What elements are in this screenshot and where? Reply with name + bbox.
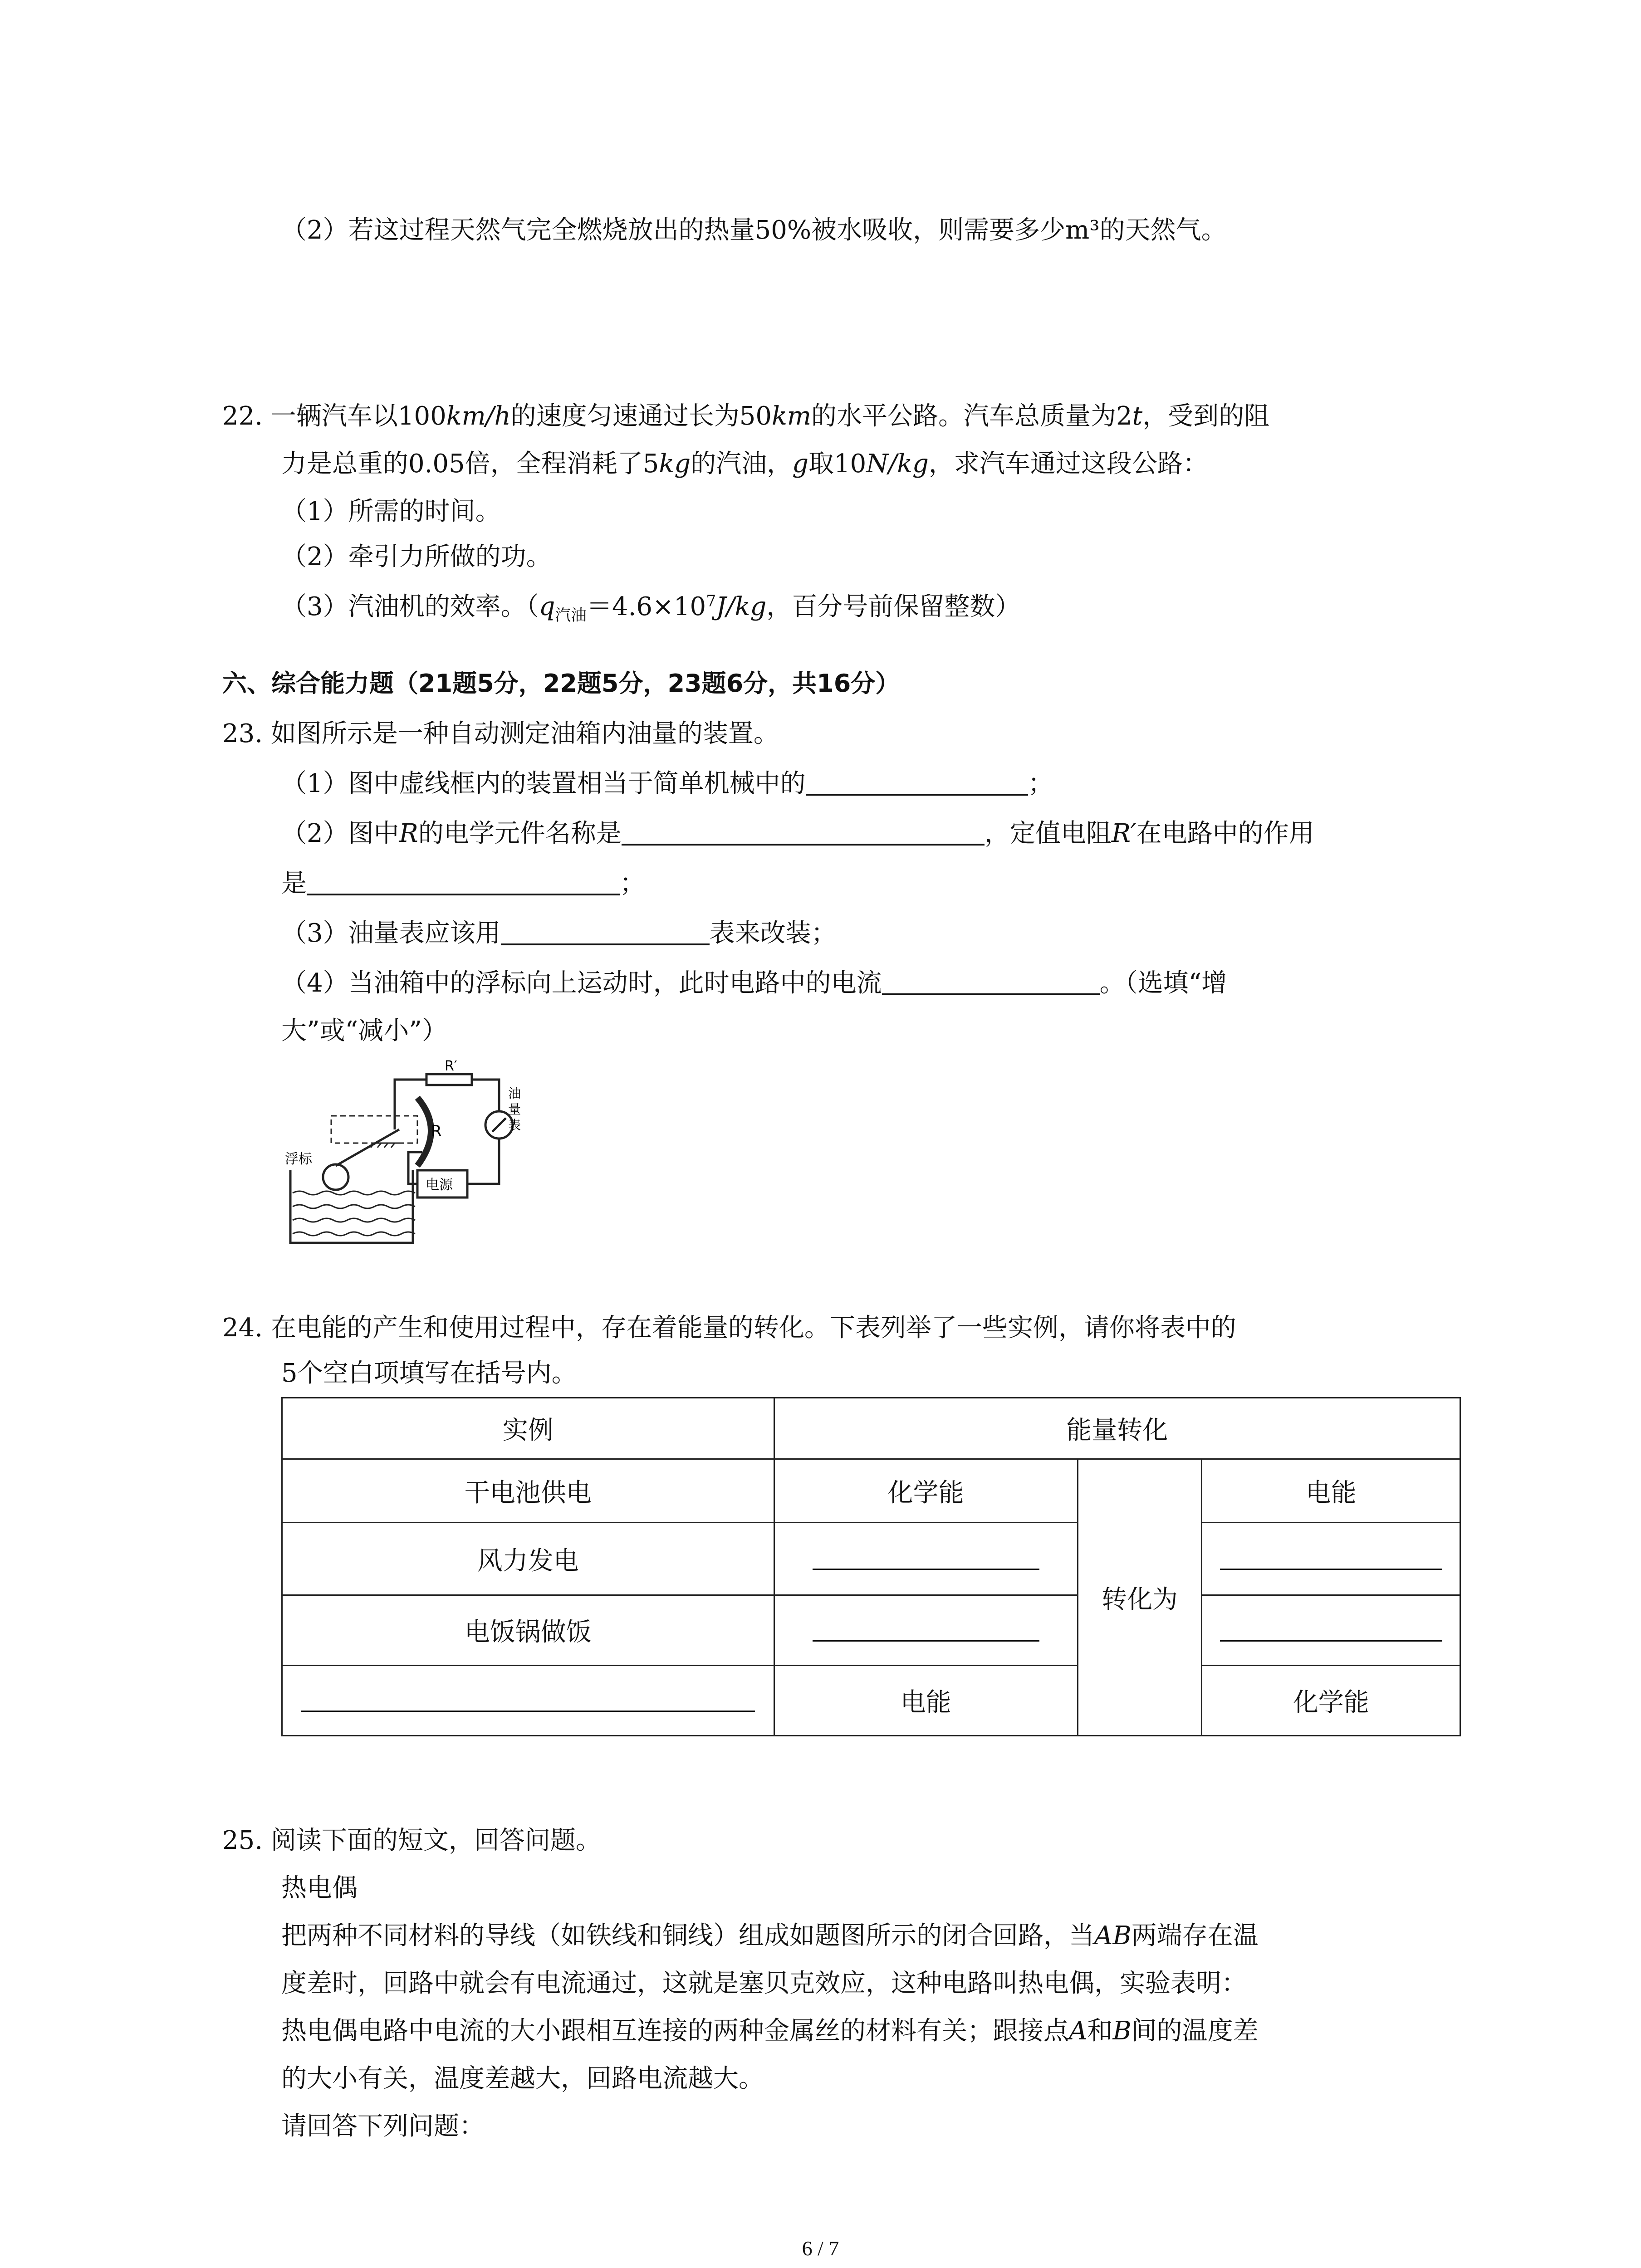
float-ball [323,1164,348,1190]
q25-text: 两端存在温 [1131,1921,1259,1950]
answer-blank[interactable] [1220,1569,1442,1570]
q25-para2 [281,1971,1247,1996]
header-energy: 能量转化 [774,1398,1460,1459]
symbol-q: q [539,592,555,621]
symbol-r-prime: R′ [1111,819,1136,848]
q23-text: （1）图中虚线框内的装置相当于简单机械中的 [281,769,806,798]
unit: N/kg [866,449,929,479]
q23-part2-line2 [281,871,645,896]
q24-stem1 [222,1315,1236,1341]
section-heading-text: 六、综合能力题（21题5分，22题5分，23题6分，共16分） [222,669,900,698]
unit: km/h [446,401,511,431]
answer-blank[interactable] [622,821,985,846]
q24-stem2 [281,1361,577,1386]
fig-label-power: 电源 [426,1177,453,1193]
q23-part3 [281,921,837,946]
symbol-r: R [399,819,418,848]
unit: J/kg [716,592,767,621]
answer-blank[interactable] [501,921,710,945]
variable-resistor [417,1098,431,1166]
to-cell: 化学能 [1202,1666,1460,1736]
example-cell: 干电池供电 [282,1459,774,1523]
q22-line2 [281,451,1208,477]
q22-text: 力是总重的0.05倍，全程消耗了5 [281,449,659,479]
q23-text: （2）图中 [281,819,399,848]
superscript: 7 [706,592,716,611]
q25-text: 请回答下列问题： [281,2112,485,2141]
symbol-b: B [1112,2016,1132,2046]
q23-text: （4）当油箱中的浮标向上运动时，此时电路中的电流 [281,968,882,998]
answer-blank[interactable] [301,1711,755,1712]
page-number-text: 6 / 7 [802,2237,839,2260]
answer-blank[interactable] [813,1640,1039,1642]
fig-label-meter-3: 表 [508,1118,521,1133]
from-blank-cell[interactable] [774,1595,1078,1666]
example-cell: 电饭锅做饭 [282,1595,774,1666]
q25-para1 [281,1923,1259,1949]
fixed-resistor [426,1074,472,1085]
header-example: 实例 [282,1398,774,1459]
oil-gauge-diagram [281,1058,521,1252]
q22-text: （3）汽油机的效率。（ [281,592,539,621]
q25-text: 25. 阅读下面的短文，回答问题。 [222,1826,601,1855]
q23-text: 的电学元件名称是 [418,819,622,848]
to-cell: 电能 [1202,1459,1460,1523]
unit: kg [659,449,691,479]
example-blank-cell[interactable] [282,1666,774,1736]
q22-part2-text: （2）牵引力所做的功。 [281,542,552,572]
answer-blank[interactable] [307,871,620,895]
q23-stem-text: 23. 如图所示是一种自动测定油箱内油量的装置。 [222,719,779,748]
q21-part2-text: （2）若这过程天然气完全燃烧放出的热量50%被水吸收，则需要多少m³的天然气。 [281,215,1227,245]
example-cell: 风力发电 [282,1523,774,1595]
answer-blank[interactable] [1220,1640,1442,1642]
fig-label-meter-1: 油 [508,1086,521,1101]
to-blank-cell[interactable] [1202,1595,1460,1666]
answer-blank[interactable] [813,1569,1039,1570]
q22-text: 的汽油， [691,449,793,479]
q22-part2 [281,544,552,570]
q22-line1 [222,401,1270,431]
q22-text: ，百分号前保留整数） [766,592,1021,621]
q22-part1-text: （1）所需的时间。 [281,497,501,526]
convert-cell: 转化为 [1078,1459,1202,1736]
q23-text: 表来改装； [709,919,837,948]
answer-blank[interactable] [806,771,1028,796]
q22-text: 的水平公路。汽车总质量为2 [811,401,1132,431]
q23-text: ，定值电阻 [984,819,1112,848]
q25-text: 间的温度差 [1131,2016,1259,2046]
q23-text: ； [620,869,645,898]
q24-text: 5个空白项填写在括号内。 [281,1359,577,1388]
q22-text: ，求汽车通过这段公路： [928,449,1208,479]
fig-label-float: 浮标 [285,1151,312,1167]
q25-title [281,1873,358,1903]
q22-text: 的速度匀速通过长为50 [510,401,772,431]
q23-part4 [281,968,1227,998]
unit: t [1132,401,1143,431]
symbol-a: A [1069,2016,1087,2046]
fig-label-meter-2: 量 [508,1102,521,1117]
fig-label-r: R [431,1122,442,1140]
unit: km [771,401,812,431]
q25-text: 热电偶电路中电流的大小跟相互连接的两种金属丝的材料有关；跟接点 [281,2016,1069,2046]
q21-part2 [281,215,1227,245]
q23-part4-line2 [281,1018,447,1044]
q23-text: 在电路中的作用 [1136,819,1314,848]
q23-text: （3）油量表应该用 [281,919,501,948]
symbol-g: g [792,449,808,479]
to-blank-cell[interactable] [1202,1523,1460,1595]
q23-text: 是 [281,869,307,898]
q25-para4 [281,2066,764,2092]
q25-text: 热电偶 [281,1873,358,1903]
lever-arm [336,1129,399,1166]
q24-text: 24. 在电能的产生和使用过程中，存在着能量的转化。下表列举了一些实例，请你将表中的 [222,1313,1236,1343]
q22-part1 [281,499,501,524]
q25-prompt [281,2114,485,2139]
q23-stem [222,721,779,747]
q22-text: 取10 [808,449,867,479]
q23-text: 大”或“减小”） [281,1016,447,1046]
from-cell: 电能 [774,1666,1078,1736]
q25-text: 和 [1087,2016,1113,2046]
q22-text: ，受到的阻 [1142,401,1270,431]
answer-blank[interactable] [882,971,1100,995]
q22-text: 22. 一辆汽车以100 [222,401,446,431]
q23-text: 。（选填“增 [1099,968,1227,998]
subscript: 汽油 [555,606,587,625]
q25-text: 把两种不同材料的导线（如铁线和铜线）组成如题图所示的闭合回路，当 [281,1921,1094,1950]
symbol-ab: AB [1094,1921,1132,1950]
q22-part3 [281,592,1021,625]
dashed-lever-box [331,1116,417,1143]
from-cell: 化学能 [774,1459,1078,1523]
q25-text: 度差时，回路中就会有电流通过，这就是塞贝克效应，这种电路叫热电偶，实验表明： [281,1969,1247,1998]
q25-para3 [281,2016,1259,2046]
q22-text: ＝4.6×10 [586,592,706,621]
q23-part1 [281,771,1053,797]
section-heading [222,671,900,696]
page-number [0,2236,1641,2260]
q25-stem [222,1828,601,1853]
oil-surface [293,1191,415,1195]
fig-label-r-prime: R′ [445,1058,457,1074]
q23-text: ； [1028,769,1053,798]
q25-text: 的大小有关，温度差越大，回路电流越大。 [281,2064,764,2093]
energy-table [281,1397,1461,1736]
q23-part2 [281,821,1314,846]
from-blank-cell[interactable] [774,1523,1078,1595]
